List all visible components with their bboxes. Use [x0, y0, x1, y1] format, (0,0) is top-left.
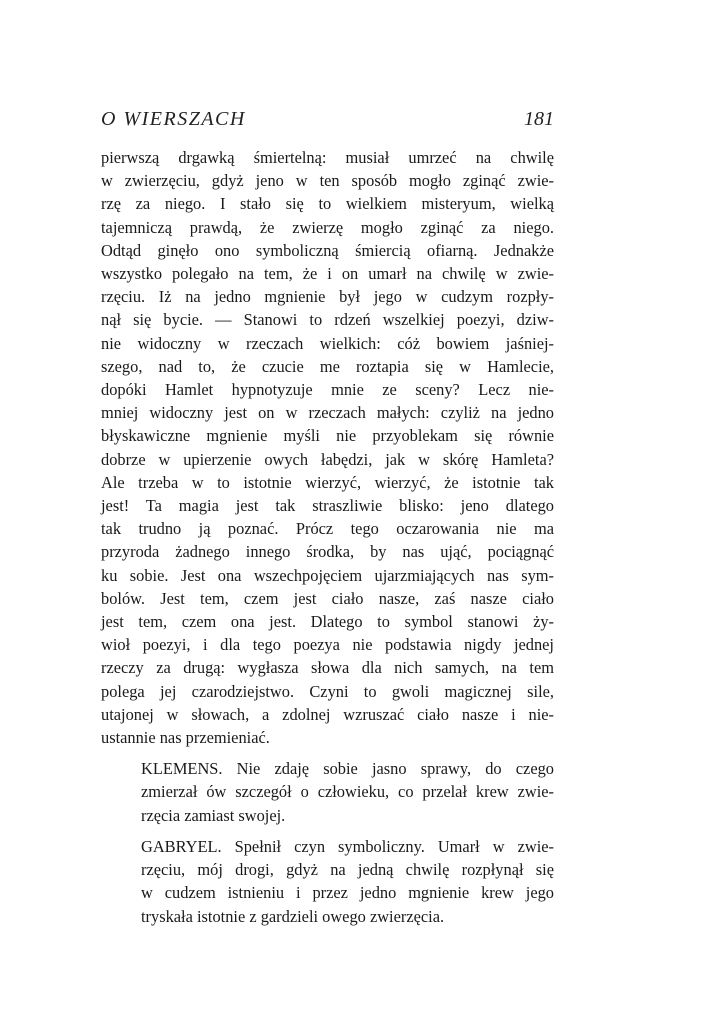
text-line: jest tem, czem ona jest. Dlatego to symbol stanowi ży-: [101, 612, 554, 632]
text-line: GABRYEL. Spełnił czyn symboliczny. Umarł w zwie-: [141, 836, 554, 856]
text-line: wszystko polegało na tem, że i on umarł na chwilę w zwie-: [101, 264, 554, 284]
text-line: w cudzem istnieniu i przez jedno mgnienie krew jego: [141, 883, 554, 903]
text-line: nął się bycie. — Stanowi to rdzeń wszelkiej poezyi, dziw-: [101, 310, 554, 330]
text-line: tak trudno ją poznać. Prócz tego oczarowania nie ma: [101, 519, 554, 539]
paragraph-1: [101, 146, 554, 749]
text-line: w zwierzęciu, gdyż jeno w ten sposób mogło zginąć zwie-: [101, 171, 554, 191]
text-line: rzęcia zamiast swojej.: [141, 805, 286, 825]
text-line: ustannie nas przemieniać.: [101, 728, 270, 748]
text-line: utajonej w słowach, a zdolnej wzruszać ciało nasze i nie-: [101, 704, 554, 724]
text-line: rzęciu, mój drogi, gdyż na jedną chwilę rozpłynął się: [141, 860, 554, 880]
text-line: polega jej czarodziejstwo. Czyni to gwoli magicznej sile,: [101, 681, 554, 701]
paragraph-klemens: [101, 757, 554, 827]
text-line: pierwszą drgawką śmiertelną: musiał umrzeć na chwilę: [101, 148, 554, 167]
text-line: zmierzał ów szczegół o człowieku, co przelał krew zwie-: [141, 782, 554, 802]
text-line: mniej widoczny jest on w rzeczach małych: czyliż na jedno: [101, 403, 554, 423]
text-line: ku sobie. Jest ona wszechpojęciem ujarzmiających nas sym-: [101, 565, 554, 585]
paragraph-gabryel: [101, 835, 554, 928]
text-line: wioł poezyi, i dla tego poezya nie podstawia nigdy jednej: [101, 635, 554, 655]
text-line: nie widoczny w rzeczach wielkich: cóż bowiem jaśniej-: [101, 333, 554, 353]
text-line: przyroda żadnego innego środka, by nas ująć, pociągnąć: [101, 542, 554, 562]
text-line: Odtąd ginęło ono symboliczną śmiercią ofiarną. Jednakże: [101, 240, 554, 260]
text-line: bolów. Jest tem, czem jest ciało nasze, zaś nasze ciało: [101, 588, 554, 608]
text-line: tajemniczą prawdą, że zwierzę mogło zginąć za niego.: [101, 217, 554, 237]
text-line: tryskała istotnie z gardzieli owego zwierzęcia.: [141, 906, 445, 926]
text-line: KLEMENS. Nie zdaję sobie jasno sprawy, do czego: [141, 759, 554, 779]
text-line: rzęciu. Iż na jedno mgnienie był jego w cudzym rozpły-: [101, 287, 554, 307]
text-line: dobrze w upierzenie owych łabędzi, jak w skórę Hamleta?: [101, 449, 554, 469]
text-line: błyskawiczne mgnienie myśli nie przyoblekam się równie: [101, 426, 554, 446]
text-line: jest! Ta magia jest tak straszliwie blisko: jeno dlatego: [101, 496, 554, 516]
running-head: O WIERSZACH: [101, 108, 246, 130]
text-line: Ale trzeba w to istotnie wierzyć, wierzyć, że istotnie tak: [101, 472, 554, 492]
page-number: 181: [524, 108, 554, 130]
page-header: [101, 108, 554, 140]
text-line: rzeczy za drugą: wygłasza słowa dla nich samych, na tem: [101, 658, 554, 678]
text-line: dopóki Hamlet hypnotyzuje mnie ze sceny? Lecz nie-: [101, 380, 554, 400]
body-text: [101, 146, 554, 928]
text-line: rzę za niego. I stało się to wielkiem misteryum, wielką: [101, 194, 554, 214]
text-line: szego, nad to, że czucie me roztapia się w Hamlecie,: [101, 356, 554, 376]
